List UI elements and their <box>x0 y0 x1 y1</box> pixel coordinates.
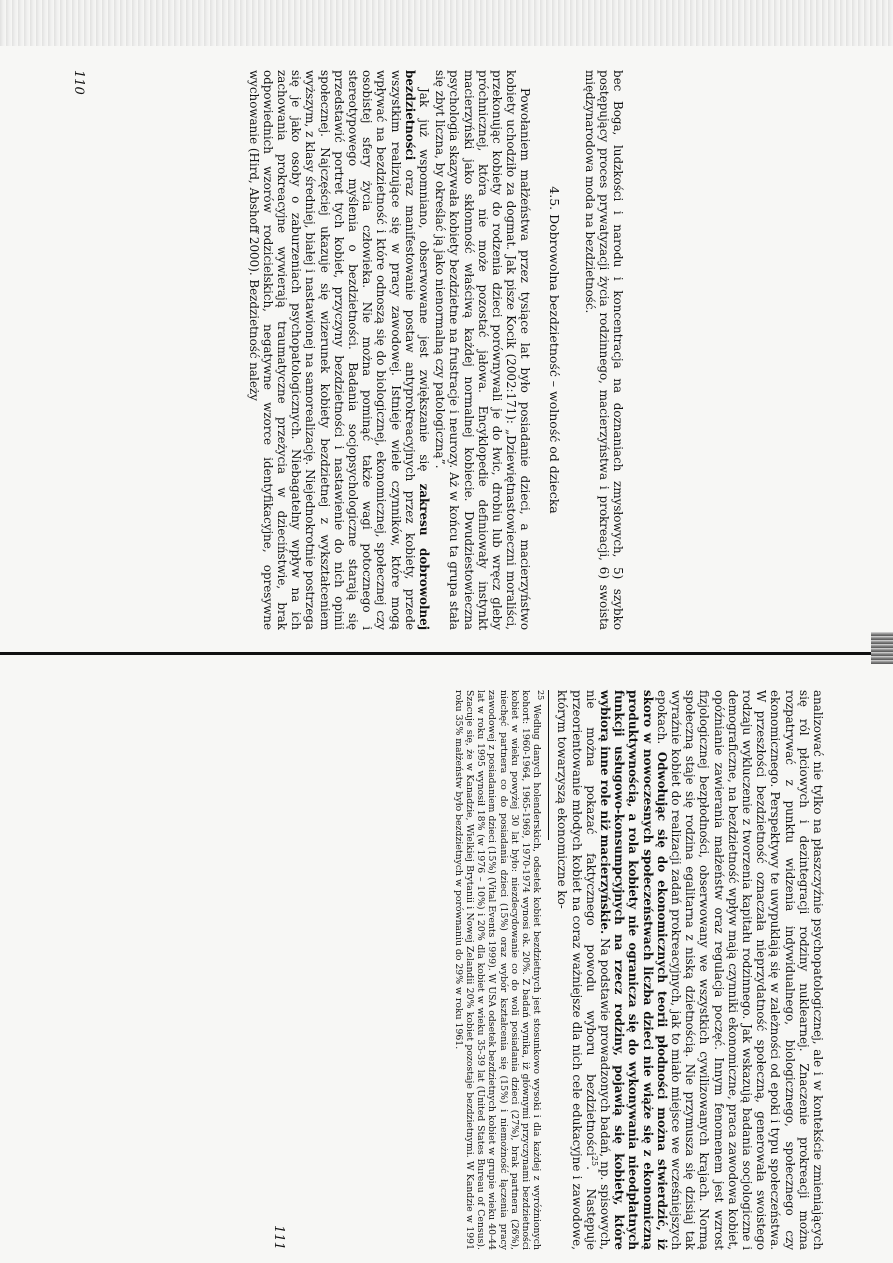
book-gutter-line <box>0 652 893 655</box>
footnote-reference: 25 <box>589 1155 599 1167</box>
binding-mark <box>871 632 893 664</box>
page-110 <box>71 70 625 630</box>
paragraph-text: oraz manifestowanie postaw antyprokreacyjnych przez kobiety, przede wszystkim realizujące się w pracy zawodowej. Istnieje wiele czynników, które mogą wpływać na bezdzietność i które odnoszą się do biologicznej, ekonomicznej, społecznej czy osobistej sfery życia człowieka. Nie można pominąć także wagi potocznego i stereotypowego myślenia o bezdzietności. Badania socjopsychologiczne starają się przedstawić portret tych kobiet, przyczyny bezdzietności i nastawienie do nich opinii społecznej. Najczęściej ukazuje się wizerunek kobiety bezdzietnej z wykształceniem wyższym, z klasy średniej, białej i nastawionej na samorealizację. Niejednokrotnie postrzega się je jako osoby o zaburzeniach psychopatologicznych. Niebagatelny wpływ na ich zachowania prokreacyjne wywierają traumatyczne przeżycia w dzieciństwie, brak odpowiednich wzorów rodzicielskich, negatywne wzorce identyfikacyjne, opresywne wychowanie (Hird, Abshoff 2000). Bezdzietność należy <box>246 70 417 630</box>
page-number: 110 <box>71 70 87 95</box>
footnote-number: 25 <box>536 690 546 701</box>
body-paragraph-1 <box>555 690 825 1250</box>
footnote-text: Według danych holenderskich, odsetek kobiet bezdzietnych jest stosunkowo wysoki i dla każdej z wyróżnionych kohort: 1960-1964, 1965-1969, 1970-1974 wynosi ok. 20%. Z badań wynika, iż głównymi przyczynami bezdzietności kobiet w wieku powyżej 30 lat było: niezdecydowanie co do woli posiadania dzieci (27%), brak partnera (26%), niechęć partnera co do posiadania dzieci (15%) oraz wybór kształcenia się (15%) i niemożność łączenia pracy zawodowej z posiadaniem dzieci (15%) (Vital Events 1999). W USA odsetek bezdzietnych kobiet w grupie wieku 40-44 lat w roku 1995 wynosił 18% (w 1976 – 10%) i 20% dla kobiet w wieku 35-39 lat (United States Bureau of Census). Szacuje się, że w Kanadzie, Wielkiej Brytanii i Nowej Zelandii 20% kobiet pozostaje bezdzietnymi. W Kandzie w 1991 roku 35% małżeństw było bezdzietnych w porównaniu do 29% w roku 1961. <box>452 690 543 1250</box>
paragraph-text: Na podstawie prowadzonych badań, np. spisowych, nie można pokazać faktycznego powodu wyboru bezdzietności <box>583 690 612 1250</box>
paragraph-text: Jak już wspomniano, obserwowane jest zwiększanie się <box>416 88 431 484</box>
paragraph-text: . Następuje przeorientowanie młodych kobiet na coraz ważniejsze dla nich cele edukacyjne i zawodowe, którym towarzyszą ekonomiczne ko- <box>555 690 598 1250</box>
continuation-paragraph: bec Boga, ludzkości i narodu i koncentracja na doznaniach zmysłowych, 5) szybko postępujący proces prywatyzacji życia rodzinnego, macierzyństwa i prokreacji, 6) swoista międzynarodowa moda na bezdzietność. <box>582 70 625 630</box>
page-111 <box>271 690 825 1251</box>
emphasis-text: Odwołując się do ekonomicznych teorii płodności można stwierdzić, iż skoro w nowoczesnych społeczeństwach liczba dzieci nie wiąże się z ekonomiczną produktywnością, a rola kobiety nie ogranicza się do wykonywania nieodpłatnych funkcji usługowo-konsumpcyjnych na rzecz rodziny, pojawią się kobiety, które wybiorą inne role niż macierzyńskie. <box>597 690 669 1251</box>
section-heading: 4.5. Dobrowolna bezdzietność – wolność od dziecka <box>547 186 563 514</box>
body-paragraph-2 <box>246 70 431 630</box>
scan-noise-strip <box>0 0 893 46</box>
emphasis-text: zakresu dobrowolnej bezdzietności <box>402 70 431 630</box>
paragraph-text: analizować nie tylko na płaszczyźnie psychopatologicznej, ale i w kontekście zmieniających się ról płciowych i dezintegracji rodziny nuklearnej. Znaczenie prokreacji można rozpatrywać z punktu widzenia indywidualnego, biologicznego, społecznego czy ekonomicznego. Perspektywy te uwypuklają się w zależności od epoki i typu społeczeństwa. W przeszłości bezdzietność oznaczała nieprzydatność społeczną, generowała swoistego rodzaju wykluczenie z tworzenia kapitału rodzinnego. Jak wskazują badania socjologiczne i demograficzne, na bezdzietność wpływ mają czynniki ekonomiczne, praca zawodowa kobiet, opóźnianie zawierania małżeństw oraz regulacja poczęć. Innym fenomenem jest wzrost fizjologicznej bezpłodności, obserwowany we wszystkich cywilizowanych krajach. Normą społeczną staje się rodzina egalitarna z niską dzietnością. Nie przymusza się dzisiaj tak wyraźnie kobiet do realizacji zadań prokreacyjnych, jak to miało miejsce we wcześniejszych epokach. <box>654 690 825 1250</box>
page-number: 111 <box>271 1225 287 1250</box>
body-paragraph-1: Powołaniem małżeństwa przez tysiące lat było posiadanie dzieci, a macierzyństwo kobiety uchodziło za dogmat. Jak pisze Kocik (2002:171): „Dziewiętnastowieczni moraliści, przekonując kobiety do rodzenia dzieci porównywali je do łwic, drobiu lub wręcz gleby próchnicznej, która nie może pozostać jałowa. Encyklopedie definiowały instynkt macierzyński jako skłonność właściwą każdej normalnej kobiecie. Dwudziestowieczna psychologia skazywała kobiety bezdzietne na frustracje i neurozy. Aż w końcu ta grupa stała się zbyt liczna, by określać ją jako nienormalną czy patologiczną”. <box>433 70 533 630</box>
footnote <box>452 690 546 1250</box>
footnote-separator <box>548 690 549 840</box>
